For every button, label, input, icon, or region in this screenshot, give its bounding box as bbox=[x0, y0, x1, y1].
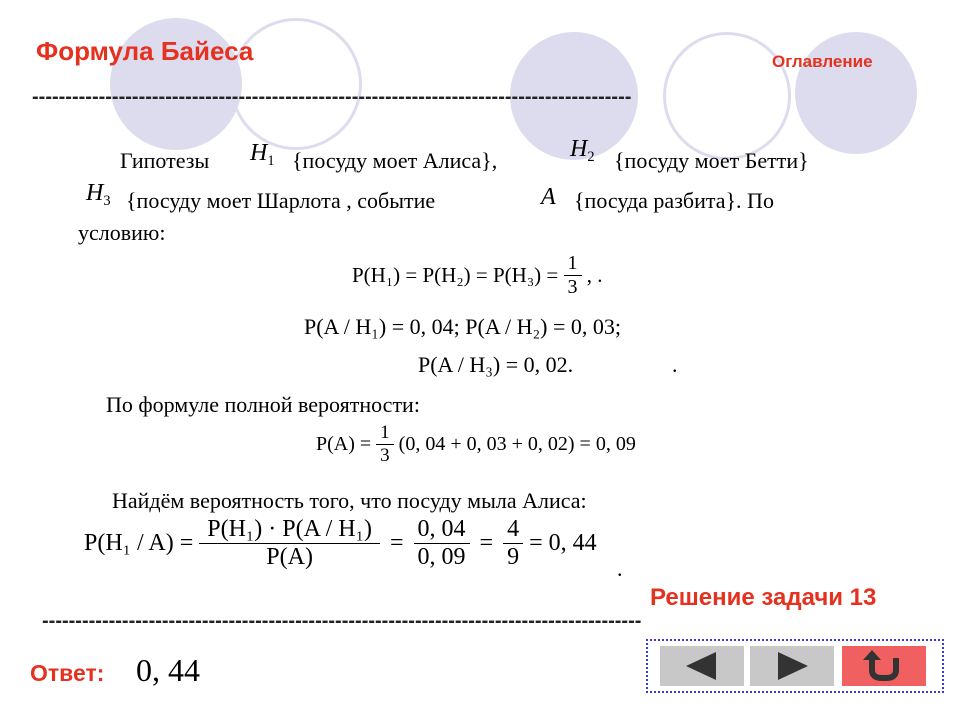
bottom-divider: ------------------------------------------------------------------------------------------ bbox=[42, 610, 642, 632]
formula-prior: P(H₁) = P(H₂) = P(H₃) = $\frac{1}{3}$ , . bbox=[352, 252, 603, 298]
fraction-bayes-simple: $\frac{4}{9}$ bbox=[503, 516, 523, 571]
h1-description: {посуду моет Алиса}, bbox=[292, 148, 498, 173]
formula-total-probability: P(A) = $\frac{1}{3}$ (0, 04 + 0, 03 + 0, 02) = 0, 09 bbox=[316, 422, 636, 466]
home-button[interactable] bbox=[842, 646, 926, 686]
answer-value: 0, 44 bbox=[136, 652, 200, 688]
fraction-bayes-main: $\frac{\text{P(H₁) · P(A / H₁)}}{P(A)}$ bbox=[199, 516, 380, 571]
formula-conditional-1-2: P(A / H₁) = 0, 04; P(A / H₂) = 0, 03; bbox=[304, 314, 622, 339]
fraction-bayes-decimal: $\frac{0, 04}{0, 09}$ bbox=[414, 516, 470, 571]
toc-link[interactable]: Оглавление bbox=[772, 52, 873, 71]
condition-label: условию: bbox=[78, 220, 166, 245]
triangle-left-icon bbox=[660, 646, 744, 686]
formula-bayes: P(H₁ / A) = $\frac{\text{P(H₁) · P(A / H₁)}}{P(A)}$ = $\frac{0, 04}{0, 09}$ = $\frac{4}{9}$ = 0, 44 bbox=[84, 516, 597, 570]
event-symbol: A bbox=[541, 184, 556, 210]
h2-description: {посуду моет Бетти} bbox=[614, 148, 809, 173]
bayes-dot: . bbox=[617, 556, 623, 581]
fraction-one-third: $\frac{1}{3}$ bbox=[564, 252, 582, 299]
fraction-total: $\frac{1}{3}$ bbox=[376, 422, 394, 467]
triangle-right-icon bbox=[750, 646, 834, 686]
top-divider: ------------------------------------------------------------------------------------------ bbox=[32, 86, 632, 108]
h3-description: {посуду моет Шарлота , событие bbox=[126, 188, 436, 213]
formula-dot: . bbox=[672, 352, 678, 377]
return-arrow-icon bbox=[842, 646, 926, 686]
formula-conditional-3: P(A / H₃) = 0, 02. bbox=[418, 352, 574, 377]
total-probability-heading: По формуле полной вероятности: bbox=[106, 392, 420, 417]
h2-symbol: $H_2$ bbox=[570, 136, 595, 166]
page-title: Формула Байеса bbox=[36, 36, 254, 66]
event-description: {посуда разбита}. По bbox=[574, 188, 774, 213]
prev-button[interactable] bbox=[660, 646, 744, 686]
answer-label: Ответ: bbox=[30, 660, 105, 686]
h3-symbol: $H_3$ bbox=[86, 180, 111, 210]
find-heading: Найдём вероятность того, что посуду мыла Алиса: bbox=[112, 488, 587, 513]
h1-symbol: $H_1$ bbox=[250, 140, 275, 170]
hypothesis-intro: Гипотезы bbox=[120, 148, 210, 173]
next-button[interactable] bbox=[750, 646, 834, 686]
solution-label[interactable]: Решение задачи 13 bbox=[650, 584, 877, 611]
